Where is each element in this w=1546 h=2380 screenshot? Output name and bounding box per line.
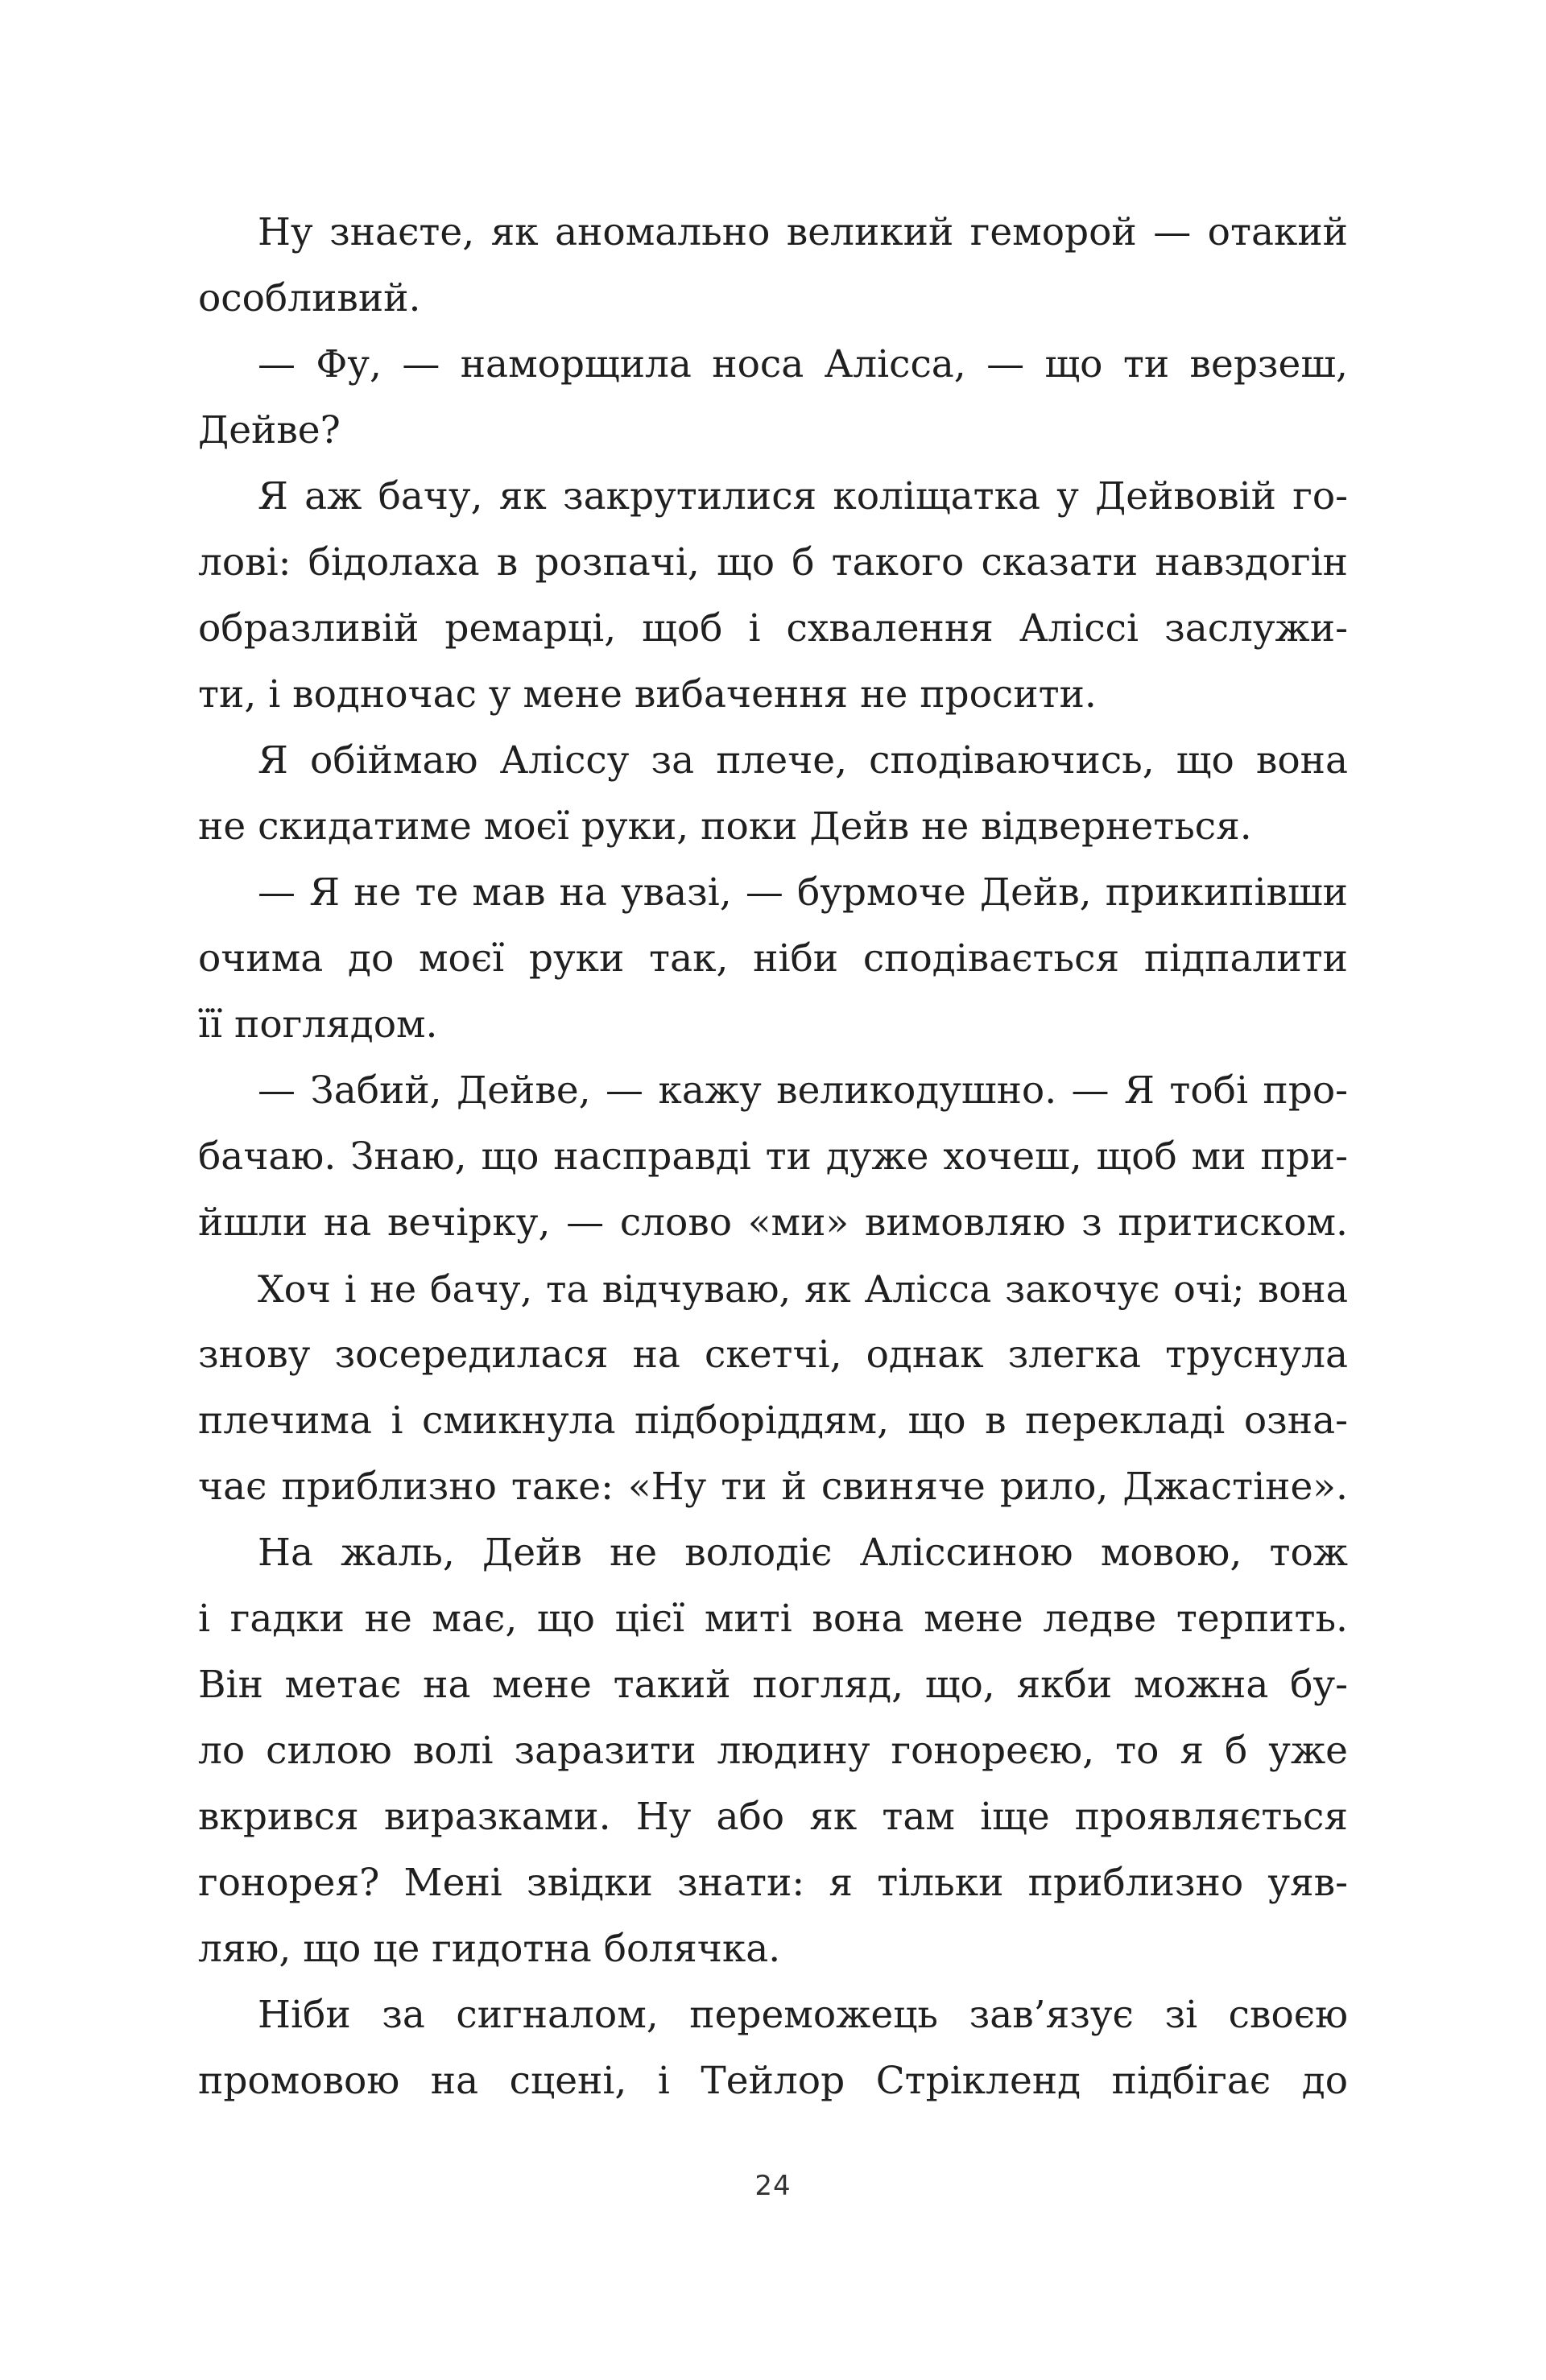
text-line-18: знову зосередилася на скетчі, однак злегка труснула [198, 1333, 1348, 1377]
text-line-13: її поглядом. [198, 1002, 438, 1047]
text-line-26: гонорея? Мені звідки знати: я тільки приблизно уяв- [198, 1861, 1348, 1905]
text-line-19: плечима і смикнула підборіддям, що в перекладі озна- [198, 1399, 1348, 1443]
text-line-4: Дейве? [198, 408, 341, 452]
text-line-6: лові: бідолаха в розпачі, що б такого сказати навздогін [198, 540, 1348, 585]
text-line-22: і гадки не має, що цієї миті вона мене ледве терпить. [198, 1597, 1348, 1641]
text-line-21: На жаль, Дейв не володіє Аліссиною мовою, тож [258, 1531, 1348, 1575]
page-number: 24 [754, 2170, 792, 2202]
text-line-12: очима до моєї руки так, ніби сподівається підпалити [198, 936, 1348, 981]
text-line-15: бачаю. Знаю, що насправді ти дуже хочеш, щоб ми при- [198, 1134, 1348, 1179]
text-line-5: Я аж бачу, як закрутилися коліщатка у Дейвовій го- [258, 474, 1348, 519]
text-line-29: промовою на сцені, і Тейлор Стрікленд підбігає до [198, 2059, 1348, 2103]
text-line-14: — Забий, Дейве, — кажу великодушно. — Я тобі про- [258, 1068, 1348, 1113]
text-line-11: — Я не те мав на увазі, — бурмоче Дейв, прикипівши [258, 870, 1348, 915]
text-line-1: Ну знаєте, як аномально великий геморой — отакий [258, 210, 1348, 254]
text-line-25: вкрився виразками. Ну або як там іще проявляється [198, 1795, 1348, 1839]
text-line-17: Хоч і не бачу, та відчуваю, як Алісса закочує очі; вона [258, 1267, 1348, 1311]
text-line-27: ляю, що це гидотна болячка. [198, 1927, 781, 1971]
text-line-20: чає приблизно таке: «Ну ти й свиняче рило, Джастіне». [198, 1465, 1348, 1509]
text-line-2: особливий. [198, 276, 421, 320]
text-line-7: образливій ремарці, щоб і схвалення Аліссі заслужи- [198, 606, 1348, 651]
text-line-28: Ніби за сигналом, переможець зав’язує зі своєю [258, 1993, 1348, 2037]
text-line-10: не скидатиме моєї руки, поки Дейв не відвернеться. [198, 804, 1252, 849]
text-line-24: ло силою волі заразити людину гонореєю, то я б уже [198, 1729, 1348, 1773]
text-line-16: йшли на вечірку, — слово «ми» вимовляю з притиском. [198, 1200, 1348, 1245]
text-line-23: Він метає на мене такий погляд, що, якби можна бу- [198, 1663, 1348, 1707]
text-line-3: — Фу, — наморщила носа Алісса, — що ти верзеш, [258, 342, 1348, 386]
text-line-9: Я обіймаю Аліссу за плече, сподіваючись, що вона [258, 738, 1348, 783]
text-line-8: ти, і водночас у мене вибачення не просити. [198, 672, 1097, 717]
